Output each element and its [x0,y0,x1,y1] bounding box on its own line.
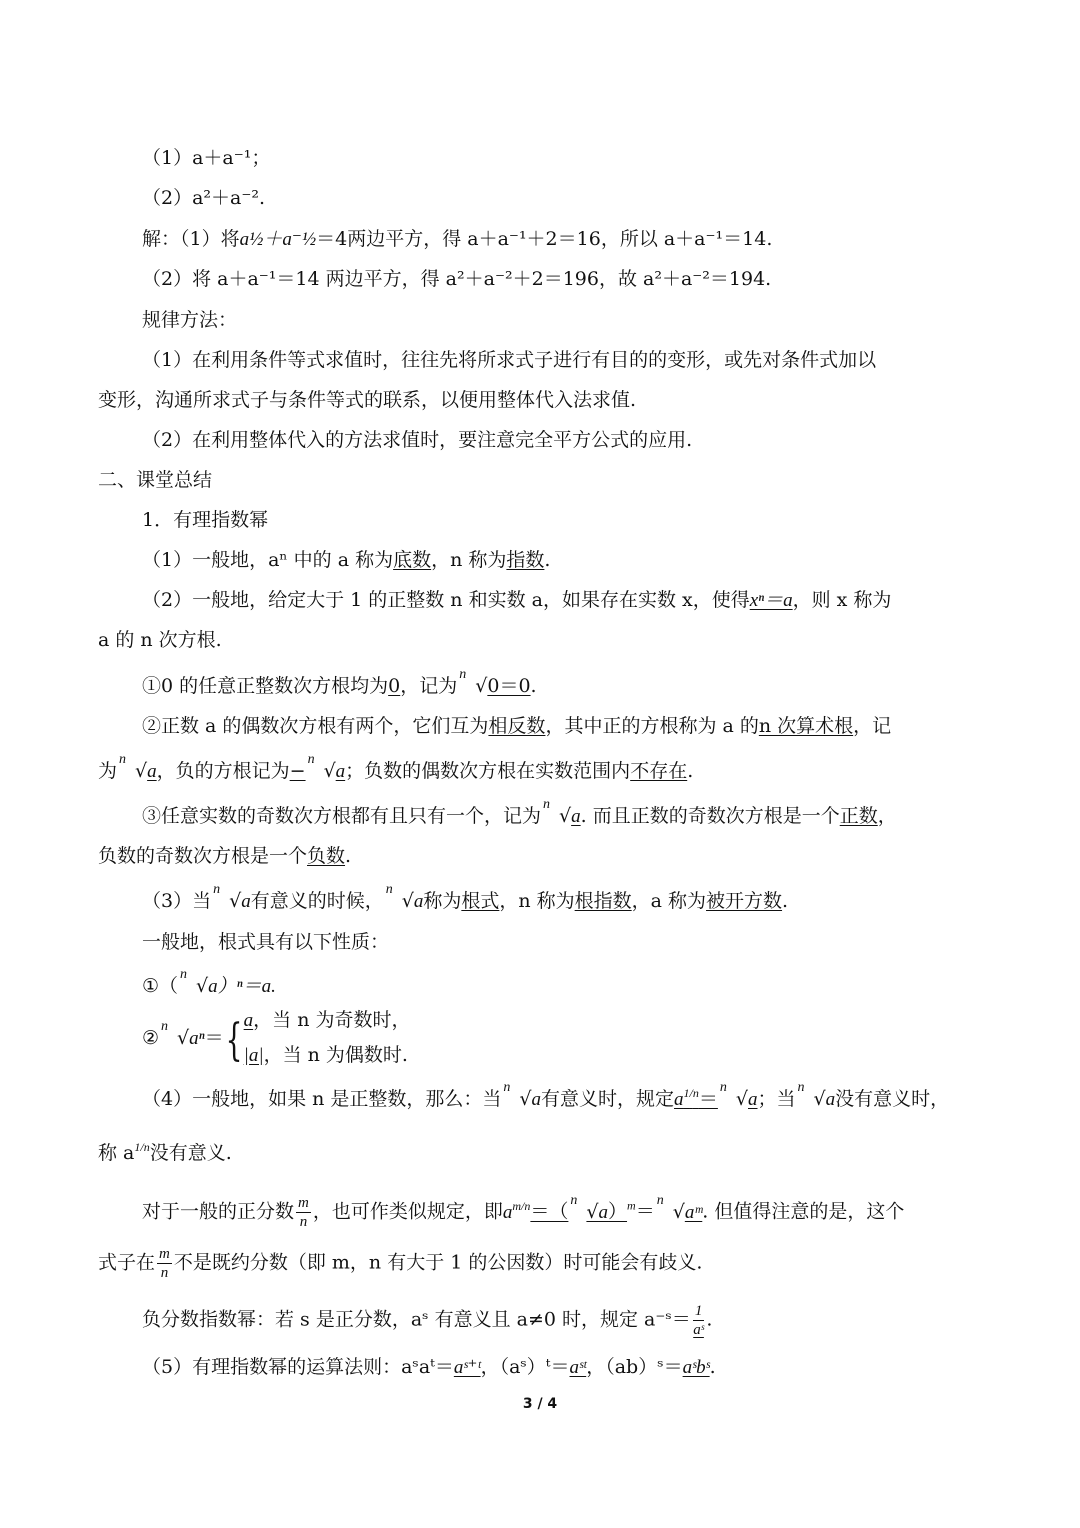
exp-num: 1 [683,1086,690,1100]
radicand: a [413,891,424,912]
text: 不是既约分数（即 m，n 有大于 1 的公因数）时可能会有歧义. [173,1251,703,1274]
radical-sign: √ [323,760,336,782]
radical [570,1192,609,1226]
text: . [706,1308,713,1331]
radicand: a [531,1089,542,1110]
text: ；负数的偶数次方根在实数范围内 [345,760,631,782]
radicand: a [241,891,251,912]
blank-answer: − [289,760,306,782]
exponent: m [627,1198,636,1213]
blank-answer: 底数 [393,549,432,571]
radical-index: n [656,1192,664,1208]
radical [719,1080,758,1113]
radical [503,1080,542,1113]
blank-answer: 0 [388,675,401,697]
text: 负分数指数幂：若 s 是正分数，aˢ 有意义且 a≠0 时，规定 a⁻ˢ＝ [142,1308,691,1331]
line-negative-exponent [142,1302,1032,1339]
text: . [530,675,537,697]
radical-sign: √ [475,675,488,697]
exp-den: n [524,1198,531,1213]
text: ，记为 [400,675,458,697]
blank-answer: 负数 [307,845,346,867]
text: 有意义时，规定 [541,1088,675,1110]
power-m-over-n [502,1198,531,1223]
text: ，当 n 为奇数时， [253,1009,411,1031]
radical-index: n [719,1080,727,1095]
text: ）ⁿ＝a. [217,976,276,997]
blank-answer: 不存在 [630,760,688,782]
radical [656,1192,703,1226]
numerator: m [159,1246,170,1262]
line-def-root-b: a 的 n 次方根. [98,629,222,651]
radical [385,882,424,915]
text: （3）当 [142,890,212,912]
blank-answer: a [147,761,157,782]
text: . [687,760,694,782]
text: 对于一般的正分数 [142,1200,295,1223]
radical-index: n [180,967,188,982]
exp-den: n [692,1086,699,1100]
radical-index: n [797,1080,805,1095]
blank-answer: 0＝0 [487,675,531,697]
text: ①0 的任意正整数次方根均为 [142,675,389,697]
blank-answer: 正数 [839,805,878,827]
text: （2）一般地，给定大于 1 的正整数 n 和实数 a，如果存在实数 x，使得 [142,589,750,611]
text: （5）有理指数幂的运算法则：aˢaᵗ＝ [142,1356,454,1378]
line-even-root-a [142,713,1032,739]
radical-sign: √ [135,760,148,782]
line-frac-exp-def-a [142,1080,1032,1113]
denominator: n [160,1265,169,1281]
radical [797,1080,836,1113]
line-def-root-a [142,587,1032,614]
base: a [674,1089,684,1110]
text: ，其中正的方根称为 a 的 [545,715,759,737]
blank-answer: aˢᵗ [569,1357,587,1378]
text: ＝4两边平方，得 a＋a⁻¹＋2＝16，所以 a＋a⁻¹＝14. [316,228,773,250]
radical-sign: √ [519,1088,532,1110]
radical-sign: √ [401,890,414,912]
half-power-expression: a½＋a⁻½ [239,229,317,250]
radical-sign: √ [559,805,572,827]
exp-num: m [512,1198,522,1213]
exponent: m/n [512,1198,531,1213]
fraction-m-over-n [296,1194,311,1231]
text: ＝ [635,1200,655,1223]
blank-answer: 相反数 [488,715,546,737]
line-method-1b: 变形，沟通所求式子与条件等式的联系，以便用整体代入法求值. [98,389,637,411]
text: 没有意义. [149,1142,232,1164]
text: ，a 称为 [631,890,707,912]
blank-answer: ＝（ [530,1200,569,1223]
radical [161,1018,205,1052]
radical [459,667,531,699]
radical-index: n [570,1192,578,1208]
case-stack [244,1003,411,1073]
text: . [782,890,789,912]
text: . [345,845,352,867]
text: ，也可作类似规定，即 [312,1200,503,1223]
line-property-2 [142,1003,1032,1067]
radical-sign: √ [735,1088,748,1110]
line-method-heading: 规律方法： [142,309,238,331]
blank-answer: 根指数 [574,890,632,912]
radicand: a [598,1201,609,1223]
radical [307,752,346,785]
text: 有意义的时候， [250,890,384,912]
case-even [244,1038,411,1073]
text: . [709,1356,716,1378]
radical-index: n [385,882,393,897]
line-general-frac-a [142,1194,1032,1231]
line-odd-root-b [98,843,988,869]
blank-answer: aˢbˢ [682,1357,710,1378]
text: ，当 n 为偶数时. [263,1044,408,1066]
text: . 而且正数的奇数次方根是一个 [580,805,840,827]
radical-index: n [307,752,315,767]
page-number: 3 / 4 [522,1396,558,1412]
exp-num: 1 [134,1140,141,1154]
radical-sign: √ [196,975,209,997]
text: . 但值得注意的是，这个 [702,1200,905,1223]
numerator: 1 [694,1303,703,1319]
text: ，n 称为 [499,890,575,912]
property-2-left [142,1018,224,1052]
text: ；当 [757,1088,796,1110]
line-properties-intro: 一般地，根式具有以下性质： [142,931,390,953]
line-frac-exp-def-b [98,1140,988,1166]
radical-sign: √ [813,1088,826,1110]
text: ，负的方根记为 [156,760,290,782]
text: ，n 称为 [431,549,507,571]
line-zero-root [142,667,1032,699]
radicand: aⁿ [189,1027,205,1049]
radical-index: n [119,752,127,767]
exponent: 1/n [683,1086,699,1100]
line-method-2: （2）在利用整体代入的方法求值时，要注意完全平方公式的应用. [142,429,693,451]
radicand: a [208,976,218,997]
blank-answer: ） [608,1200,628,1223]
blank-answer: 根式 [461,890,500,912]
blank-answer: |a| [243,1045,264,1066]
text: （4）一般地，如果 n 是正整数，那么：当 [142,1088,502,1110]
text: ③任意实数的奇数次方根都有且只有一个，记为 [142,805,542,827]
line-solution-1 [142,226,1032,253]
radical-index: n [459,667,467,682]
text: 式子在 [98,1251,156,1274]
fraction-m-over-n [157,1245,172,1282]
text: ①（ [142,975,179,997]
denominator: n [299,1214,308,1230]
text: （1）一般地，aⁿ 中的 a 称为 [142,549,394,571]
radical-index: n [213,882,221,897]
blank-answer: ＝ [698,1088,718,1110]
text: ，（aˢ）ᵗ＝ [480,1356,570,1378]
text: ，记 [853,715,892,737]
line-q2: （2）a²＋a⁻². [142,187,266,209]
blank-answer: a [335,761,346,782]
case-odd [244,1003,411,1038]
radical-sign: √ [177,1026,190,1049]
radical [213,882,251,915]
blank-answer: xⁿ＝a [749,590,793,611]
section-heading: 二、课堂总结 [98,469,213,491]
text: 没有意义时， [835,1088,950,1110]
text: ， [877,805,897,827]
line-odd-root-a [142,797,1032,830]
text: 解：（1）将 [142,228,240,250]
radical-index: n [543,797,551,812]
exp-den: n [143,1140,150,1154]
line-def-base [142,547,1032,573]
line-radical-def [142,882,1032,915]
line-even-root-b [98,752,988,785]
blank-answer: n 次算术根 [758,715,854,737]
subsection-heading: 1．有理指数幂 [142,509,269,531]
blank-answer: 指数 [506,549,545,571]
line-exponent-rules [142,1354,1032,1381]
text: ＝ [204,1026,224,1049]
radical-index: n [503,1080,511,1095]
line-solution-2: （2）将 a＋a⁻¹＝14 两边平方，得 a²＋a⁻²＋2＝196，故 a²＋a⁻²＝194. [142,268,772,290]
text: ② [142,1026,160,1049]
radical [180,967,218,1000]
radical [543,797,581,830]
radical-index: n [161,1018,169,1034]
blank-answer [674,1086,699,1110]
text: 负数的奇数次方根是一个 [98,845,308,867]
text: 称为 [423,890,462,912]
text: . [544,549,551,571]
blank-answer: aˢ [693,1322,704,1338]
radical [119,752,157,785]
base: a [502,1201,513,1223]
left-brace: { [225,1015,243,1066]
blank-answer: a [243,1010,254,1031]
blank-answer: 被开方数 [706,890,783,912]
fraction-one-over-as [693,1302,705,1339]
text: 为 [98,760,118,782]
radical-sign: √ [229,890,242,912]
text: 称 a [98,1142,135,1164]
line-method-1a: （1）在利用条件等式求值时，往往先将所求式子进行有目的的变形，或先对条件式加以 [142,349,877,371]
text: ，则 x 称为 [792,589,892,611]
radicand: a [825,1089,836,1110]
radical-sign: √ [672,1200,685,1223]
radical-sign: √ [586,1200,599,1223]
text: ，（ab）ˢ＝ [586,1356,683,1378]
blank-answer: aˢ⁺ᵗ [453,1357,481,1378]
line-property-1 [142,967,1032,1000]
blank-answer: aᵐ [684,1201,703,1223]
blank-answer: a [748,1089,758,1110]
blank-answer: a [571,806,581,827]
line-general-frac-b [98,1245,988,1282]
line-q1: （1）a＋a⁻¹； [142,147,271,169]
exponent: 1/n [134,1140,150,1154]
text: ②正数 a 的偶数次方根有两个，它们互为 [142,715,489,737]
numerator: m [298,1195,309,1211]
